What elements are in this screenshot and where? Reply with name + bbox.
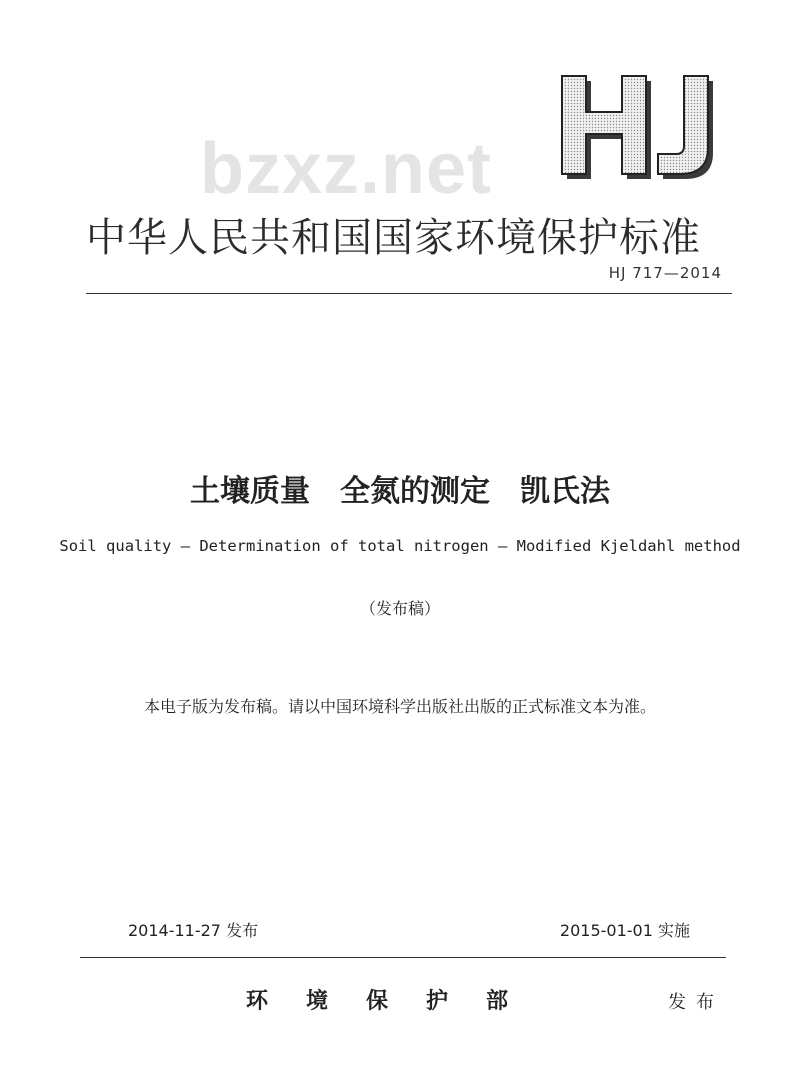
watermark: bzxz.net xyxy=(200,129,493,209)
logo-letter-j xyxy=(658,76,713,179)
hj-logo xyxy=(552,66,722,182)
document-title-en: Soil quality — Determination of total nitrogen — Modified Kjeldahl method xyxy=(59,537,741,555)
org-title: 中华人民共和国国家环境保护标准 xyxy=(86,215,701,261)
implementation-date: 2015-01-01 实施 xyxy=(559,921,690,940)
document-title-cn: 土壤质量 全氮的测定 凯氏法 xyxy=(190,474,610,509)
standard-number: HJ 717—2014 xyxy=(608,264,722,282)
issuing-authority: 环境保护部 xyxy=(246,988,547,1014)
draft-note: （发布稿） xyxy=(359,599,440,618)
publish-label: 发布 xyxy=(668,992,724,1013)
issue-date: 2014-11-27 发布 xyxy=(128,921,259,940)
electronic-version-notice: 本电子版为发布稿。请以中国环境科学出版社出版的正式标准文本为准。 xyxy=(143,697,656,716)
top-divider xyxy=(86,293,732,294)
logo-letter-h xyxy=(562,76,651,179)
bottom-divider xyxy=(80,957,726,958)
